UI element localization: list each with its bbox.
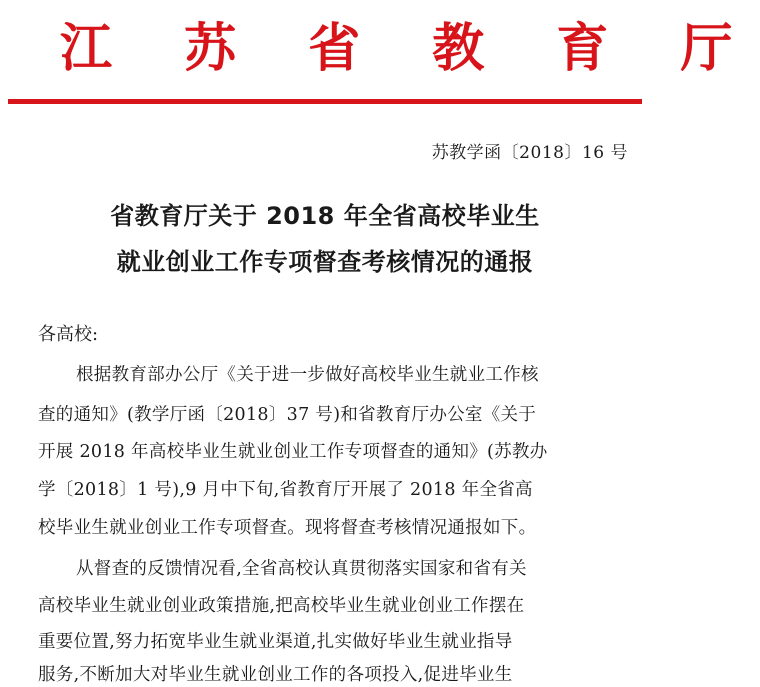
paragraph-2-line-3: 重要位置,努力拓宽毕业生就业渠道,扎实做好毕业生就业指导	[38, 632, 513, 652]
paragraph-2-line-4: 服务,不断加大对毕业生就业创业工作的各项投入,促进毕业生	[38, 665, 513, 685]
paragraph-1-line-3: 开展 2018 年高校毕业生就业创业工作专项督查的通知》(苏教办	[38, 442, 548, 462]
paragraph-1-line-4: 学〔2018〕1 号),9 月中下旬,省教育厅开展了 2018 年全省高	[38, 480, 533, 500]
document-title-line-1: 省教育厅关于 2018 年全省高校毕业生	[110, 202, 540, 230]
paragraph-1-line-2: 查的通知》(教学厅函〔2018〕37 号)和省教育厅办公室《关于	[38, 405, 537, 425]
salutation: 各高校:	[38, 324, 99, 345]
paragraph-2-line-2: 高校毕业生就业创业政策措施,把高校毕业生就业创业工作摆在	[38, 596, 525, 616]
red-header-rule	[8, 99, 642, 104]
paragraph-1-line-5: 校毕业生就业创业工作专项督查。现将督查考核情况通报如下。	[38, 518, 537, 538]
paragraph-2-line-1: 从督查的反馈情况看,全省高校认真贯彻落实国家和省有关	[76, 559, 527, 579]
document-title-line-2: 就业创业工作专项督查考核情况的通报	[116, 248, 534, 276]
issuing-authority-header: 江 苏 省 教 育 厅	[60, 19, 760, 79]
document-number: 苏教学函〔2018〕16 号	[431, 143, 628, 163]
paragraph-1-line-1: 根据教育部办公厅《关于进一步做好高校毕业生就业工作核	[76, 365, 539, 385]
